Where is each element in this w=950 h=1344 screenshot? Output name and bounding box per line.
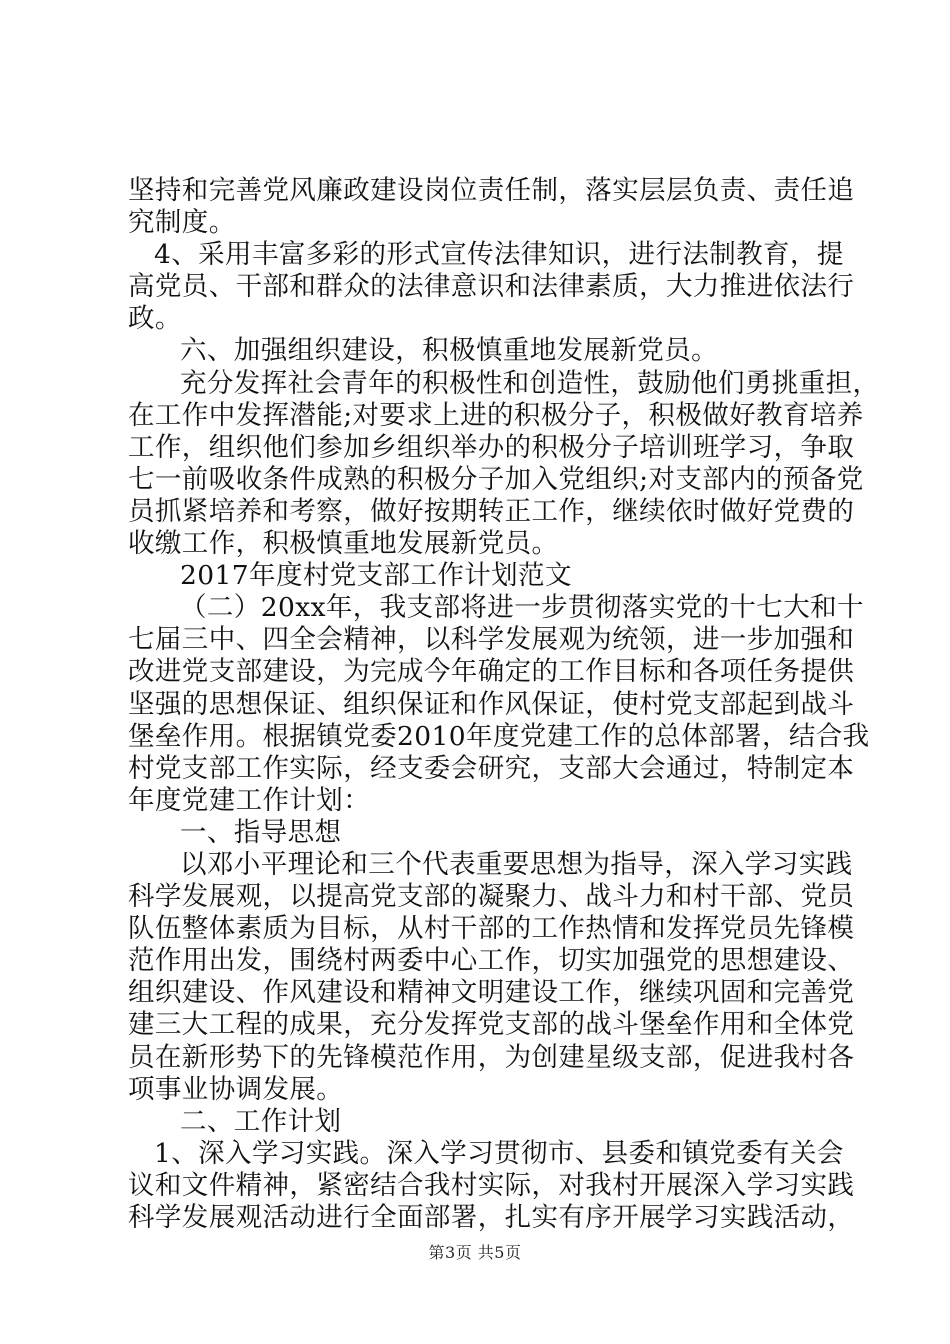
text-line-content: 建三大工程的成果，充分发挥党支部的战斗堡垒作用和全体党 — [128, 1009, 855, 1041]
text-line — [128, 1202, 855, 1234]
text-line-content: 在工作中发挥潜能;对要求上进的积极分子，积极做好教育培养 — [128, 399, 864, 431]
text-line — [128, 271, 855, 303]
text-line — [128, 399, 864, 432]
text-line-content: 4、采用丰富多彩的形式宣传法律知识，进行法制教育，提 — [154, 239, 844, 271]
text-line-content: 政。 — [128, 303, 182, 335]
text-line — [128, 913, 855, 945]
text-line — [128, 495, 855, 528]
text-line-content: 堡垒作用。根据镇党委2010年度党建工作的总体部署，结合我 — [128, 720, 870, 752]
text-line-content: 坚持和完善党风廉政建设岗位责任制，落实层层负责、责任追 — [128, 175, 855, 206]
text-line-content: 科学发展观活动进行全面部署，扎实有序开展学习实践活动， — [128, 1202, 855, 1233]
text-line-content: 六、加强组织建设，积极慎重地发展新党员。 — [180, 335, 718, 367]
text-line — [128, 945, 855, 977]
text-line-content: 收缴工作，积极慎重地发展新党员。 — [128, 528, 559, 560]
text-line — [128, 656, 855, 688]
text-line — [128, 367, 880, 400]
text-line — [128, 560, 828, 592]
text-line — [128, 207, 828, 239]
text-line — [128, 688, 855, 721]
text-line — [128, 1074, 828, 1106]
text-line-content: 改进党支部建设，为完成今年确定的工作目标和各项任务提供 — [128, 656, 855, 688]
text-line — [128, 881, 855, 913]
text-line-content: 年度党建工作计划： — [128, 784, 371, 816]
text-line — [128, 1169, 855, 1202]
text-line-content: 项事业协调发展。 — [128, 1073, 344, 1105]
text-line — [128, 431, 855, 464]
text-line — [128, 1009, 855, 1041]
text-line-content: 充分发挥社会青年的积极性和创造性，鼓励他们勇挑重担， — [180, 367, 880, 399]
text-line-content: 议和文件精神，紧密结合我村实际，对我村开展深入学习实践 — [128, 1169, 855, 1201]
text-line-content: 科学发展观，以提高党支部的凝聚力、战斗力和村干部、党员 — [128, 881, 855, 913]
text-line — [128, 785, 828, 817]
text-line — [128, 303, 828, 335]
text-line-content: 究制度。 — [128, 207, 236, 239]
text-line — [128, 528, 828, 560]
text-line-content: 2017年度村党支部工作计划范文 — [180, 560, 572, 592]
page-number: 第3页 共5页 — [428, 1243, 522, 1262]
text-line-content: 队伍整体素质为目标，从村干部的工作热情和发挥党员先锋模 — [128, 913, 855, 945]
text-line-content: （二）20xx年，我支部将进一步贯彻落实党的十七大和十 — [180, 592, 864, 624]
text-line — [128, 977, 855, 1009]
text-line-content: 范作用出发，围绕村两委中心工作，切实加强党的思想建设、 — [128, 945, 855, 977]
text-line — [128, 239, 844, 271]
text-line-content: 以邓小平理论和三个代表重要思想为指导，深入学习实践 — [180, 848, 853, 880]
text-line — [128, 752, 855, 785]
text-line-content: 员在新形势下的先锋模范作用，为创建星级支部，促进我村各 — [128, 1041, 855, 1073]
text-line-content: 七届三中、四全会精神，以科学发展观为统领，进一步加强和 — [128, 624, 855, 656]
document-body — [128, 175, 880, 1234]
text-line — [128, 624, 855, 656]
text-line-content: 村党支部工作实际，经支委会研究，支部大会通过，特制定本 — [128, 752, 855, 784]
text-line-content: 一、指导思想 — [180, 816, 342, 848]
text-line-content: 二、工作计划 — [180, 1105, 342, 1137]
text-line — [128, 720, 870, 753]
text-line-content: 员抓紧培养和考察，做好按期转正工作，继续依时做好党费的 — [128, 495, 855, 527]
text-line-content: 组织建设、作风建设和精神文明建设工作，继续巩固和完善党 — [128, 977, 855, 1009]
text-line — [128, 592, 864, 624]
text-line — [128, 817, 828, 849]
text-line — [128, 175, 855, 207]
text-line-content: 坚强的思想保证、组织保证和作风保证，使村党支部起到战斗 — [128, 688, 855, 720]
text-line — [128, 1041, 855, 1074]
text-line-content: 七一前吸收条件成熟的积极分子加入党组织;对支部内的预备党 — [128, 463, 864, 495]
text-line — [128, 1137, 844, 1170]
text-line-content: 高党员、干部和群众的法律意识和法律素质，大力推进依法行 — [128, 271, 855, 303]
text-line-content: 1、深入学习实践。深入学习贯彻市、县委和镇党委有关会 — [154, 1137, 844, 1169]
text-line — [128, 1106, 828, 1138]
text-line-content: 工作，组织他们参加乡组织举办的积极分子培训班学习，争取 — [128, 431, 855, 463]
page-footer — [0, 1240, 950, 1263]
text-line — [128, 463, 864, 496]
text-line — [128, 335, 828, 367]
text-line — [128, 848, 853, 881]
